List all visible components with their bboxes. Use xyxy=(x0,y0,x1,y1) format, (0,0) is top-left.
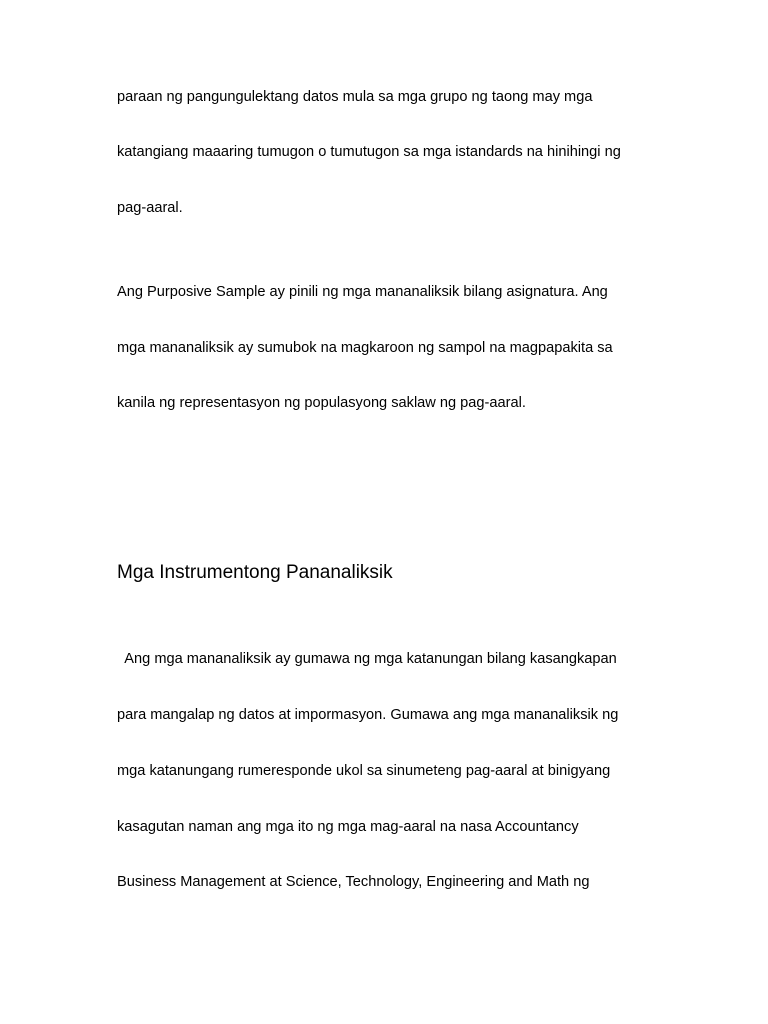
text-line: Ang mga mananaliksik ay gumawa ng mga katanungan bilang kasangkapan xyxy=(117,651,617,667)
text-line: mga katanungang rumeresponde ukol sa sinumeteng pag-aaral at binigyang xyxy=(117,763,611,779)
text-line: pag-aaral. xyxy=(117,200,183,216)
text-line: kasagutan naman ang mga ito ng mga mag-aaral na nasa Accountancy xyxy=(117,819,579,835)
text-line: katangiang maaaring tumugon o tumutugon sa mga istandards na hinihingi ng xyxy=(117,144,621,160)
text-line: kanila ng representasyon ng populasyong saklaw ng pag-aaral. xyxy=(117,395,526,411)
text-line: para mangalap ng datos at impormasyon. Gumawa ang mga mananaliksik ng xyxy=(117,707,619,723)
text-line: Business Management at Science, Technology, Engineering and Math ng xyxy=(117,874,590,890)
text-line: paraan ng pangungulektang datos mula sa mga grupo ng taong may mga xyxy=(117,89,593,105)
text-line: mga mananaliksik ay sumubok na magkaroon ng sampol na magpapakita sa xyxy=(117,340,613,356)
section-heading: Mga Instrumentong Pananaliksik xyxy=(117,562,393,583)
text-line: Ang Purposive Sample ay pinili ng mga mananaliksik bilang asignatura. Ang xyxy=(117,284,608,300)
